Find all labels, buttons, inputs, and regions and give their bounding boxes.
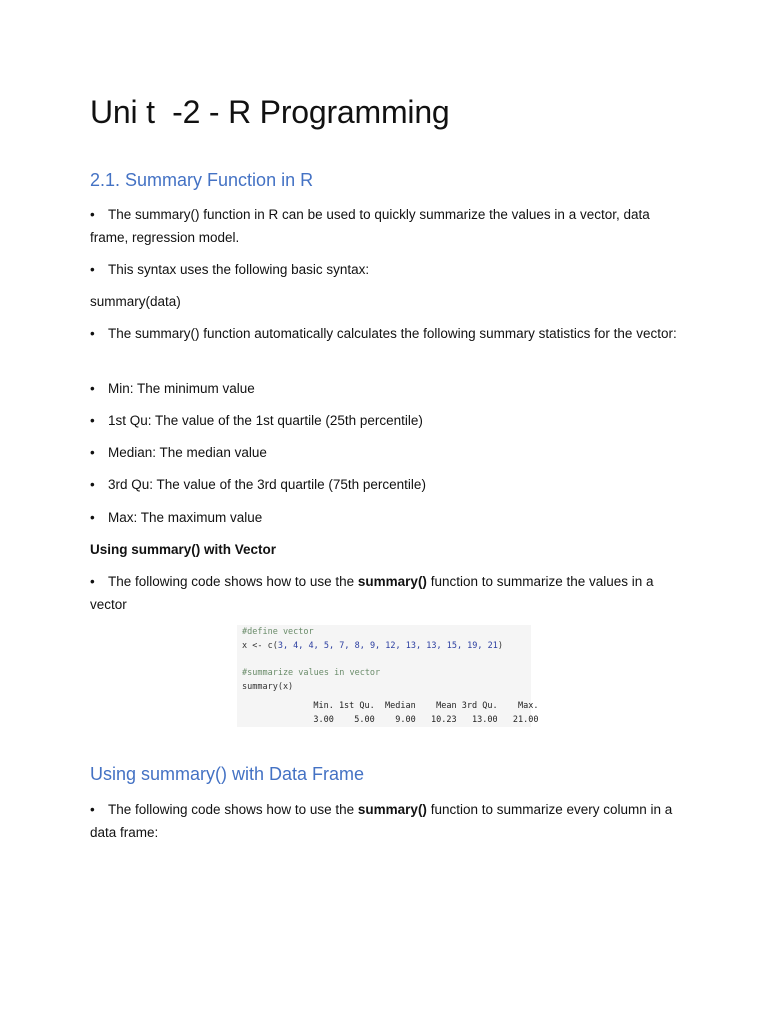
paragraph-text: function to summarize the values in a vector — [90, 574, 654, 612]
paragraph-text: This syntax uses the following basic syntax: — [108, 262, 370, 277]
list-item — [90, 506, 680, 529]
bullet-icon: • — [90, 413, 95, 428]
function-name-bold: summary() — [357, 802, 427, 817]
paragraph-text: The summary() function in R can be used to quickly summarize the values in a vector, data frame, regression model. — [90, 207, 650, 245]
bullet-icon: • — [90, 574, 95, 589]
list-item — [90, 473, 680, 496]
section-heading-data-frame: Using summary() with Data Frame — [90, 764, 365, 784]
paragraph-vector-code-intro — [90, 570, 680, 616]
list-item-text: 1st Qu: The value of the 1st quartile (25th percentile) — [108, 413, 423, 428]
code-token: x <- c( — [242, 641, 278, 651]
paragraph-text: The following code shows how to use the — [108, 802, 358, 817]
function-name-bold: summary() — [357, 574, 427, 589]
list-item — [90, 377, 680, 400]
paragraph-text: The following code shows how to use the — [108, 574, 358, 589]
bullet-icon: • — [90, 477, 95, 492]
section-heading-summary-function: 2.1. Summary Function in R — [90, 170, 314, 190]
code-output-values: 3.00 5.00 9.00 10.23 13.00 21.00 — [298, 715, 539, 725]
list-item-text: 3rd Qu: The value of the 3rd quartile (75th percentile) — [108, 477, 426, 492]
code-token: ) — [497, 641, 504, 651]
bullet-icon: • — [90, 262, 95, 277]
code-call-line: summary(x) — [242, 682, 294, 692]
bullet-icon: • — [90, 510, 95, 525]
paragraph-text: function to summarize every column in a data frame: — [90, 802, 673, 840]
list-item — [90, 441, 680, 464]
subheading-summary-vector: Using summary() with Vector — [90, 542, 277, 557]
code-block — [237, 625, 539, 727]
bullet-icon: • — [90, 445, 95, 460]
list-item-text: Max: The maximum value — [108, 510, 263, 525]
bullet-icon: • — [90, 207, 95, 222]
page-title: Uni t -2 - R Programming — [90, 94, 450, 130]
paragraph-summary-intro — [90, 203, 680, 249]
code-assign-line — [242, 641, 503, 651]
code-values: 3, 4, 4, 5, 7, 8, 9, 12, 13, 13, 15, 19, 21 — [277, 641, 498, 651]
list-item — [90, 409, 680, 432]
paragraph-dataframe-intro — [90, 798, 680, 844]
paragraph-text: The summary() function automatically calculates the following summary statistics for the vector: — [108, 326, 677, 341]
code-comment: #summarize values in vector — [242, 668, 381, 678]
paragraph-syntax-intro — [90, 258, 680, 281]
bullet-icon: • — [90, 802, 95, 817]
bullet-icon: • — [90, 381, 95, 396]
code-comment: #define vector — [242, 627, 314, 637]
code-output-header: Min. 1st Qu. Median Mean 3rd Qu. Max. — [298, 701, 539, 711]
bullet-icon: • — [90, 326, 95, 341]
paragraph-auto-calc — [90, 322, 680, 345]
list-item-text: Min: The minimum value — [108, 381, 255, 396]
list-item-text: Median: The median value — [108, 445, 267, 460]
syntax-line: summary(data) — [90, 294, 181, 309]
